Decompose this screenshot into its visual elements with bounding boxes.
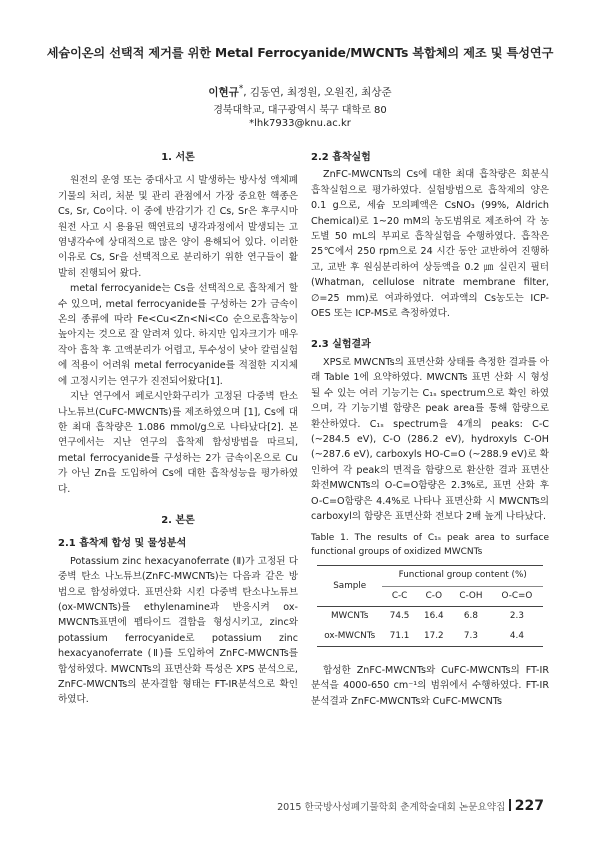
functional-group-table bbox=[317, 565, 543, 647]
table-header-group: Functional group content (%) bbox=[382, 566, 543, 586]
subsection-2-3-heading: 2.3 실험결과 bbox=[311, 339, 371, 351]
table-cell: 6.8 bbox=[463, 611, 478, 622]
table-cell: 71.1 bbox=[382, 627, 416, 647]
co-authors: , 김동연, 최정원, 오원진, 최상준 bbox=[243, 86, 392, 99]
page-footer bbox=[277, 798, 544, 814]
table-col-header: C-O bbox=[417, 586, 451, 606]
footer-divider bbox=[509, 799, 511, 811]
page-number: 227 bbox=[514, 798, 544, 814]
affiliation: 경북대학교, 대구광역시 북구 대학로 80 bbox=[213, 105, 387, 116]
subsection-2-1-heading: 2.1 흡착제 합성 및 물성분석 bbox=[58, 538, 187, 550]
author-line bbox=[0, 84, 600, 100]
right-column bbox=[311, 148, 549, 709]
table-header-sample: Sample bbox=[317, 566, 382, 607]
footer-proceedings: 2015 한국방사성폐기물학회 춘계학술대회 논문요약집 bbox=[277, 802, 506, 813]
table-row bbox=[317, 607, 543, 627]
paper-title: 세슘이온의 선택적 제거를 위한 Metal Ferrocyanide/MWCNTs 복합체의 제조 및 특성연구 bbox=[46, 46, 554, 60]
table-col-header: C-OH bbox=[451, 586, 491, 606]
adsorption-paragraph: ZnFC-MWCNTs의 Cs에 대한 최대 흡착량은 회분식 흡착실험으로 평가하였다. 실험방법으로 흡착제의 양은 0.1 g으로, 세슘 모의폐액은 CsNO₃ (99%, Aldrich Chemical)로 1~20 mM의 농도범위로 제조하여 각 농도별 50 mL의 부피로 흡착실험을 수행하였다. 흡착은 25℃에서 250 rpm으로 24 시간 동안 교반하여 진행하고, 교반 후 원심분리하여 상등액을 0.2 ㎛ 실린지 필터(Whatman, cellulose nitrate membrane filter, ∅=25 mm)로 여과하였다. 여과액의 Cs농도는 ICP-OES 또는 ICP-MS로 측정하였다. bbox=[311, 169, 549, 320]
intro-paragraph-1: 원전의 운영 또는 중대사고 시 발생하는 방사성 액체폐기물의 처리, 처분 및 관리 관점에서 가장 중요한 핵종은 Cs, Sr, Co이다. 이 중에 반감기가 긴 Cs, Sr은 후쿠시마 원전 사고 시 용융된 핵연료의 냉각과정에서 발생되는 고염냉각수에 상대적으로 많은 양이 용해되어 있다. 이러한 이유로 Cs, Sr을 선택적으로 분리하기 위한 연구들이 활발히 진행되어 왔다. bbox=[58, 175, 298, 279]
results-paragraph: XPS로 MWCNTs의 표면산화 상태를 측정한 결과를 아래 Table 1에 요약하였다. MWCNTs 표면 산화 시 형성될 수 있는 여러 기능기는 C₁ₛ spectrum으로 확인 하였으며, 각 기능기별 함량은 peak area를 통해 함량으로 환산하였다. C₁ₛ spectrum을 4개의 peaks: C-C (~284.5 eV), C-O (286.2 eV), hydroxyls C-OH (~287.6 eV), carboxyls HO-C=O (~288.9 eV)로 확인하여 각 peak의 면적을 함량으로 환산한 결과 표면산화전MWCNTs의 O-C=O함량은 2.3%로, 표면 산화 후 O-C=O함량은 4.4%로 나타나 표면산화 시 MWCNTs의 carboxyl의 함량은 표면산화 전보다 2배 높게 나타났다. bbox=[311, 356, 549, 522]
intro-paragraph-2: metal ferrocyanide는 Cs을 선택적으로 흡착제거 할 수 있으며, metal ferrocyanide를 구성하는 2가 금속이온의 종류에 따라 Fe<Cu<Zn<Ni<Co 순으로흡착능이 높아지는 것으로 잘 알려져 있다. 하지만 입자크기가 매우 작아 흡착 후 고액분리가 어렵고, 투수성이 낮아 칼럼실험에 적용이 어려워 metal ferrocyanide를 적절한 지지체에 고정시키는 연구가 진전되어왔다[1]. bbox=[58, 283, 298, 387]
table-cell: 74.5 bbox=[389, 611, 410, 622]
table-cell: 2.3 bbox=[509, 611, 524, 622]
corresponding-mark: * bbox=[238, 84, 244, 94]
table-cell: 4.4 bbox=[491, 627, 543, 647]
table-row bbox=[317, 627, 543, 647]
section-body-heading: 2. 본론 bbox=[161, 514, 195, 526]
intro-paragraph-3: 지난 연구에서 페로시안화구리가 고정된 다중벽 탄소나노튜브(CuFC-MWCNTs)를 제조하였으며 [1], Cs에 대한 최대 흡착량은 1.086 mmol/g으로 나타났다[2]. 본 연구에서는 지난 연구의 흡착제 합성방법을 따르되, metal ferrocyanide를 구성하는 2가 금속이온으로 Cu가 아닌 Zn을 도입하여 Cs에 대한 흡착성능을 평가하였다. bbox=[58, 391, 298, 495]
synthesis-paragraph: Potassium zinc hexacyanoferrate (Ⅱ)가 고정된 다중벽 탄소 나노튜브(ZnFC-MWCNTs)는 다음과 같은 방법으로 합성하였다. 표면산화 시킨 다중벽 탄소나노튜브(ox-MWCNTs)를 ethylenamine과 반응시켜 ox-MWCNTs표면에 펩타이드 결합을 형성시키고, zinc와 potassium ferrocyanide로 potassium zinc hexacyanoferrate (Ⅱ)를 도입하여 ZnFC-MWCNTs를 합성하였다. MWCNTs의 표면산화 특성은 XPS 분석으로, ZnFC-MWCNTs의 분자결합 형태는 FT-IR분석으로 확인하였다. bbox=[58, 555, 298, 706]
subsection-2-2-heading: 2.2 흡착실험 bbox=[311, 152, 371, 163]
lead-author: 이현규 bbox=[208, 86, 239, 99]
table-cell: 17.2 bbox=[417, 627, 451, 647]
section-introduction-heading: 1. 서론 bbox=[161, 152, 195, 163]
table-row-name: ox-MWCNTs bbox=[317, 627, 382, 647]
table-row-name: MWCNTs bbox=[330, 611, 369, 622]
table-col-header: C-C bbox=[382, 586, 416, 606]
table-cell: 16.4 bbox=[424, 611, 444, 622]
table-caption: Table 1. The results of C₁ₛ peak area to surface functional groups of oxidized MWCNTs bbox=[311, 533, 549, 557]
email: *lhk7933@knu.ac.kr bbox=[249, 118, 351, 129]
left-column bbox=[58, 148, 298, 708]
table-col-header: O-C=O bbox=[491, 586, 543, 606]
ftir-paragraph: 합성한 ZnFC-MWCNTs와 CuFC-MWCNTs의 FT-IR 분석을 4000-650 cm⁻¹의 범위에서 수행하였다. FT-IR 분석결과 ZnFC-MWCNTs와 CuFC-MWCNTs bbox=[311, 664, 549, 707]
table-cell: 7.3 bbox=[451, 627, 491, 647]
